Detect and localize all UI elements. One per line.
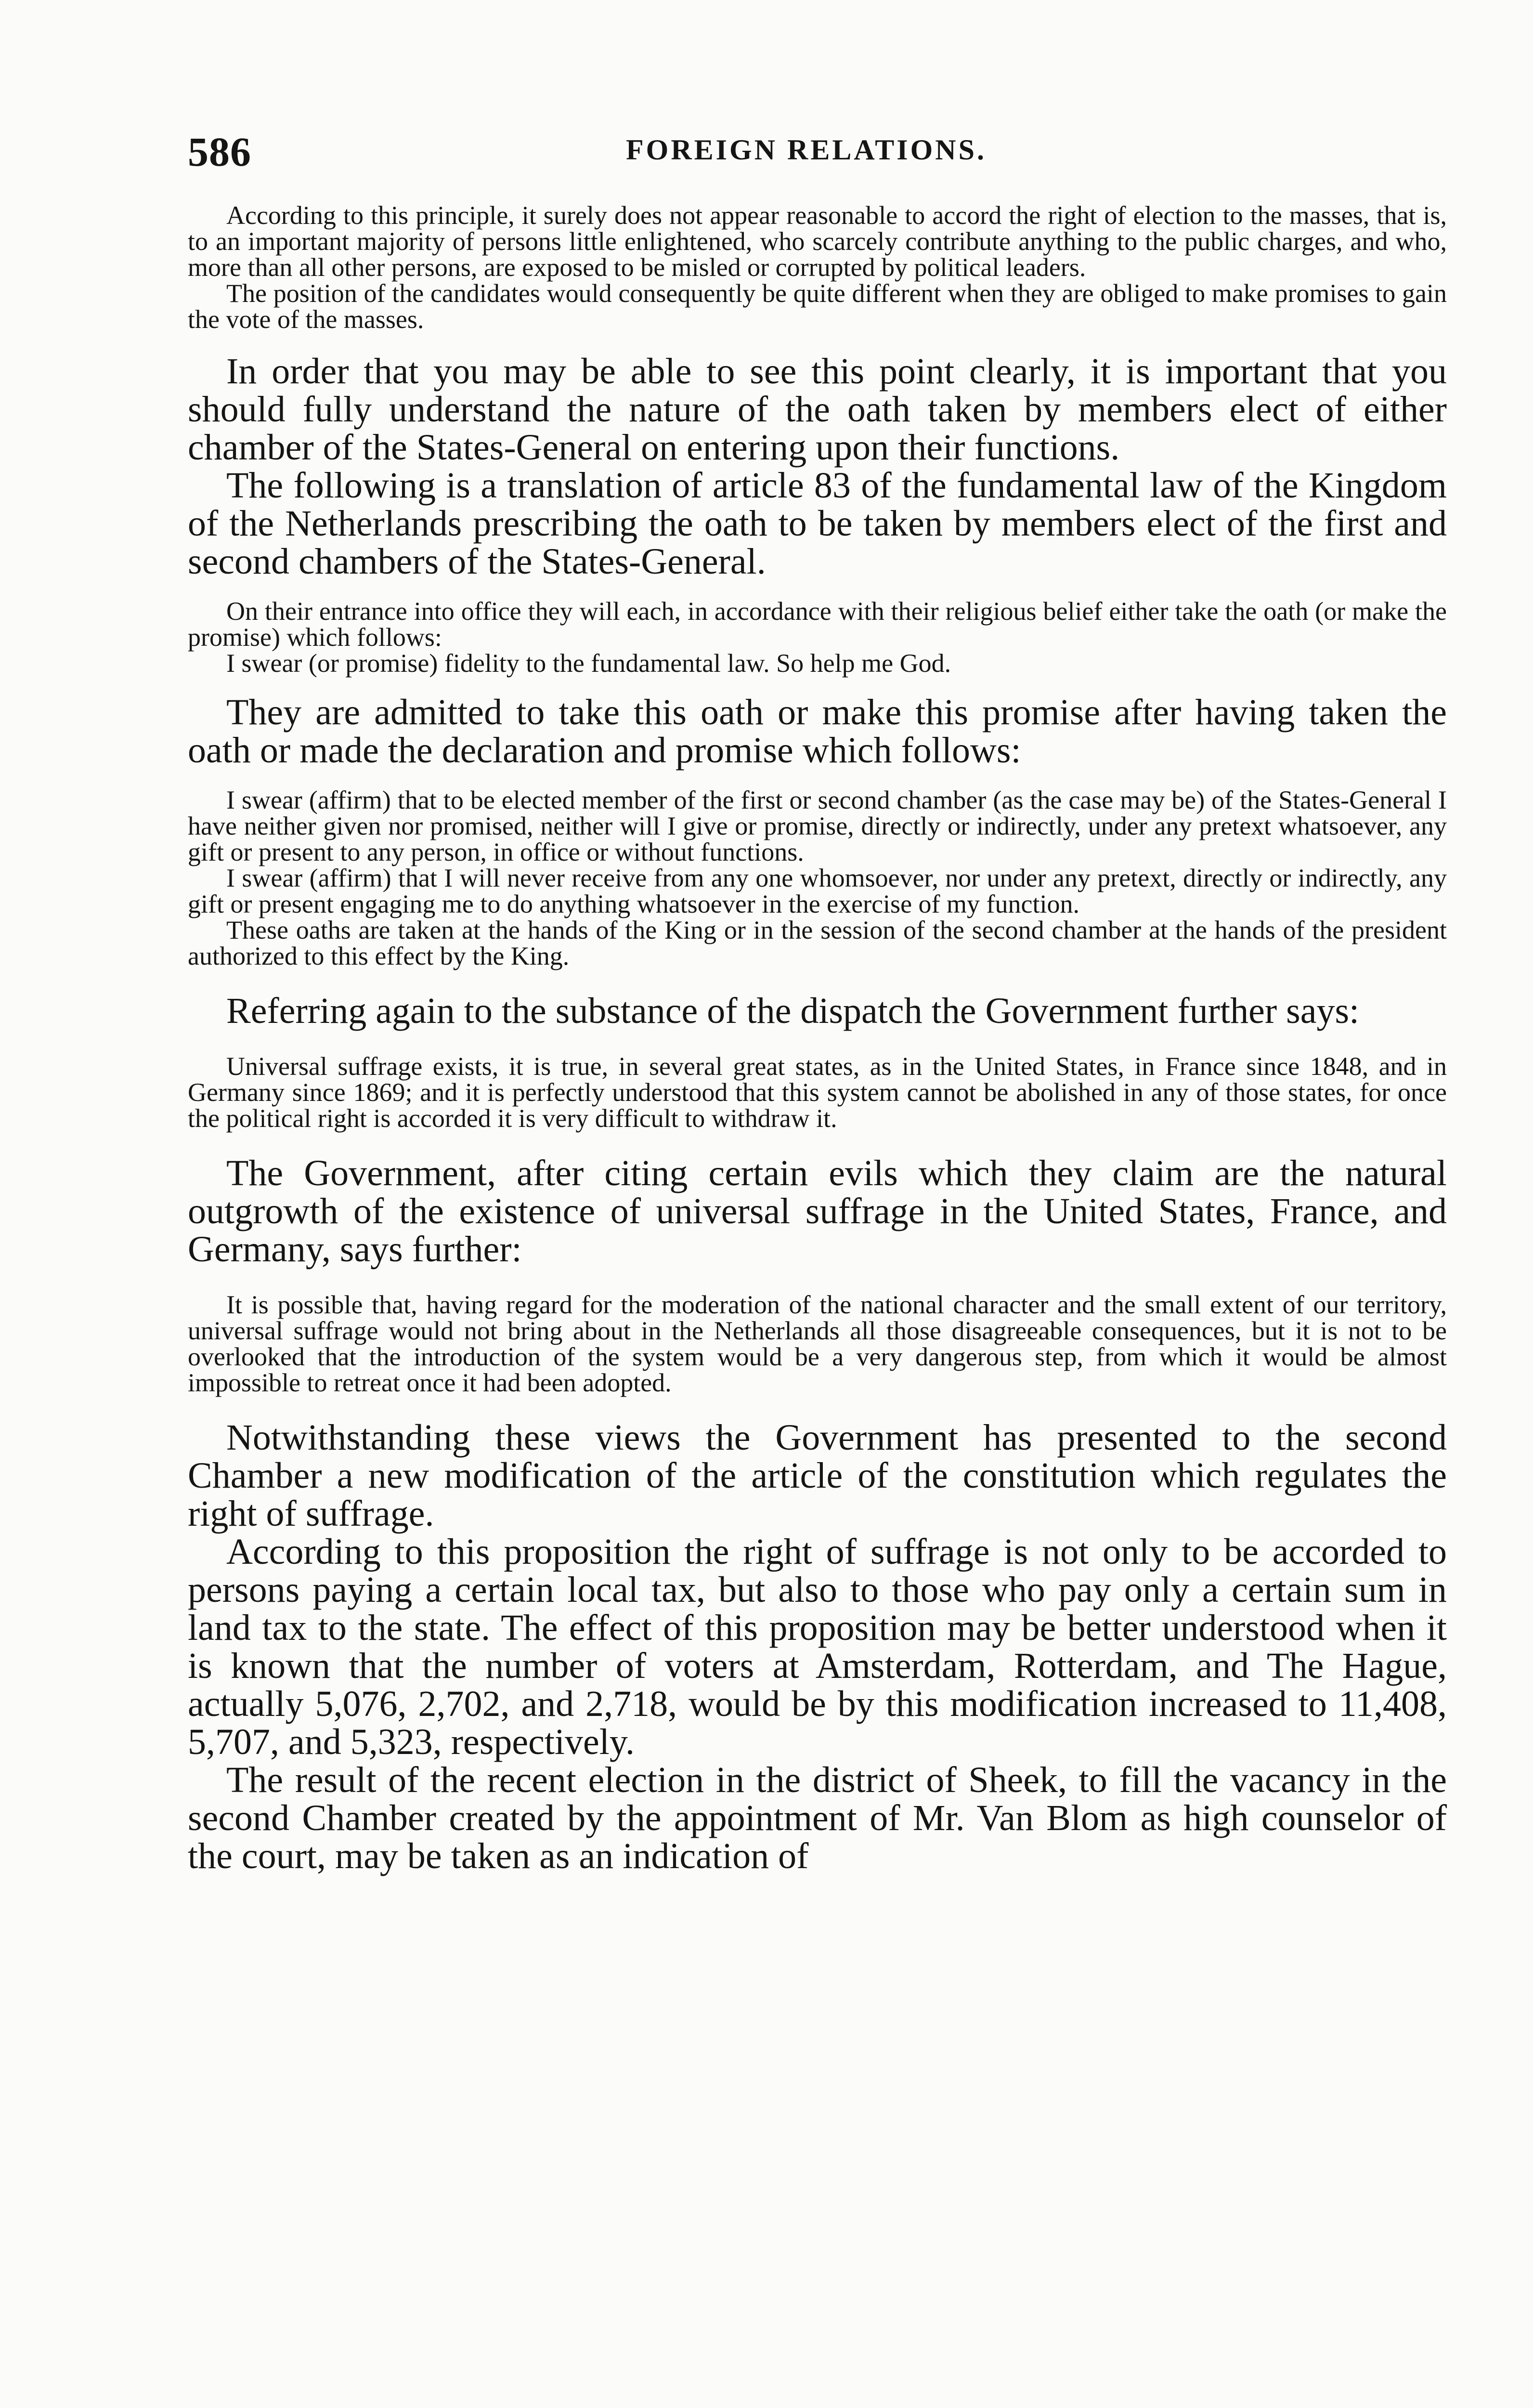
running-title: FOREIGN RELATIONS.	[626, 134, 987, 166]
quote-paragraph: According to this principle, it surely does not appear reasonable to accord the right of election to the masses, that is, to an important majority of persons little enlightened, who scarcely contribute anything to the public charges, and who, more than all other persons, are exposed to be misled or corrupted by political leaders.	[188, 201, 1447, 282]
body-paragraph: In order that you may be able to see this point clearly, it is important that you should fully understand the nature of the oath taken by members elect of either chamber of the States-General on entering upon their functions.	[188, 351, 1447, 468]
body-paragraph: The result of the recent election in the district of Sheek, to fill the vacancy in the second Chamber created by the appointment of Mr. Van Blom as high counselor of the court, may be taken as an indication of	[188, 1760, 1447, 1876]
quote-block-3	[188, 787, 1447, 969]
quote-paragraph: On their entrance into office they will each, in accordance with their religious belief either take the oath (or make the promise) which follows:	[188, 597, 1447, 652]
quote-paragraph: I swear (affirm) that to be elected member of the first or second chamber (as the case may be) of the States-General I have neither given nor promised, neither will I give or promise, directly or indirectly, under any pretext whatsoever, any gift or present to any person, in office or without functions.	[188, 785, 1447, 866]
quote-paragraph: Universal suffrage exists, it is true, in several great states, as in the United States, in France since 1848, and in Germany since 1869; and it is perfectly understood that this system cannot be abolished in any of those states, for once the political right is accorded it is very difficult to withdraw it.	[188, 1052, 1447, 1133]
quote-block-2	[188, 598, 1447, 676]
page-body	[188, 202, 1447, 1875]
body-paragraph: According to this proposition the right of suffrage is not only to be accorded to persons paying a certain local tax, but also to those who pay only a certain sum in land tax to the state. The effect of this proposition may be better understood when it is known that the number of voters at Amsterdam, Rotterdam, and The Hague, actually 5,076, 2,702, and 2,718, would be by this modification increased to 11,408, 5,707, and 5,323, respectively.	[188, 1531, 1447, 1762]
quote-paragraph: These oaths are taken at the hands of the King or in the session of the second chamber at the hands of the president authorized to this effect by the King.	[188, 916, 1447, 970]
quote-paragraph: I swear (or promise) fidelity to the fundamental law. So help me God.	[226, 649, 951, 678]
quote-paragraph: I swear (affirm) that I will never receive from any one whomsoever, nor under any pretext, directly or indirectly, any gift or present engaging me to do anything whatsoever in the exercise of my function.	[188, 864, 1447, 918]
body-paragraph: The Government, after citing certain evils which they claim are the natural outgrowth of the existence of universal suffrage in the United States, France, and Germany, says further:	[188, 1153, 1447, 1269]
body-paragraph: Notwithstanding these views the Government has presented to the second Chamber a new modification of the article of the constitution which regulates the right of suffrage.	[188, 1417, 1447, 1534]
quote-paragraph: It is possible that, having regard for the moderation of the national character and the small extent of our territory, universal suffrage would not bring about in the Netherlands all those disagreeable consequences, but it is not to be overlooked that the introduction of the system would be a very dangerous step, from which it would be almost impossible to retreat once it had been adopted.	[188, 1290, 1447, 1397]
quote-block-5	[188, 1292, 1447, 1396]
quote-block-4	[188, 1053, 1447, 1131]
body-paragraph: The following is a translation of article 83 of the fundamental law of the Kingdom of the Netherlands prescribing the oath to be taken by members elect of the first and second chambers of the States-General.	[188, 465, 1447, 582]
body-paragraph: They are admitted to take this oath or make this promise after having taken the oath or made the declaration and promise which follows:	[188, 692, 1447, 771]
quote-paragraph: The position of the candidates would consequently be quite different when they are obliged to make promises to gain the vote of the masses.	[188, 279, 1447, 334]
quote-block-1	[188, 202, 1447, 332]
page-number: 586	[188, 129, 251, 175]
page-header	[188, 128, 1447, 181]
body-paragraph: Referring again to the substance of the dispatch the Government further says:	[226, 991, 1360, 1031]
